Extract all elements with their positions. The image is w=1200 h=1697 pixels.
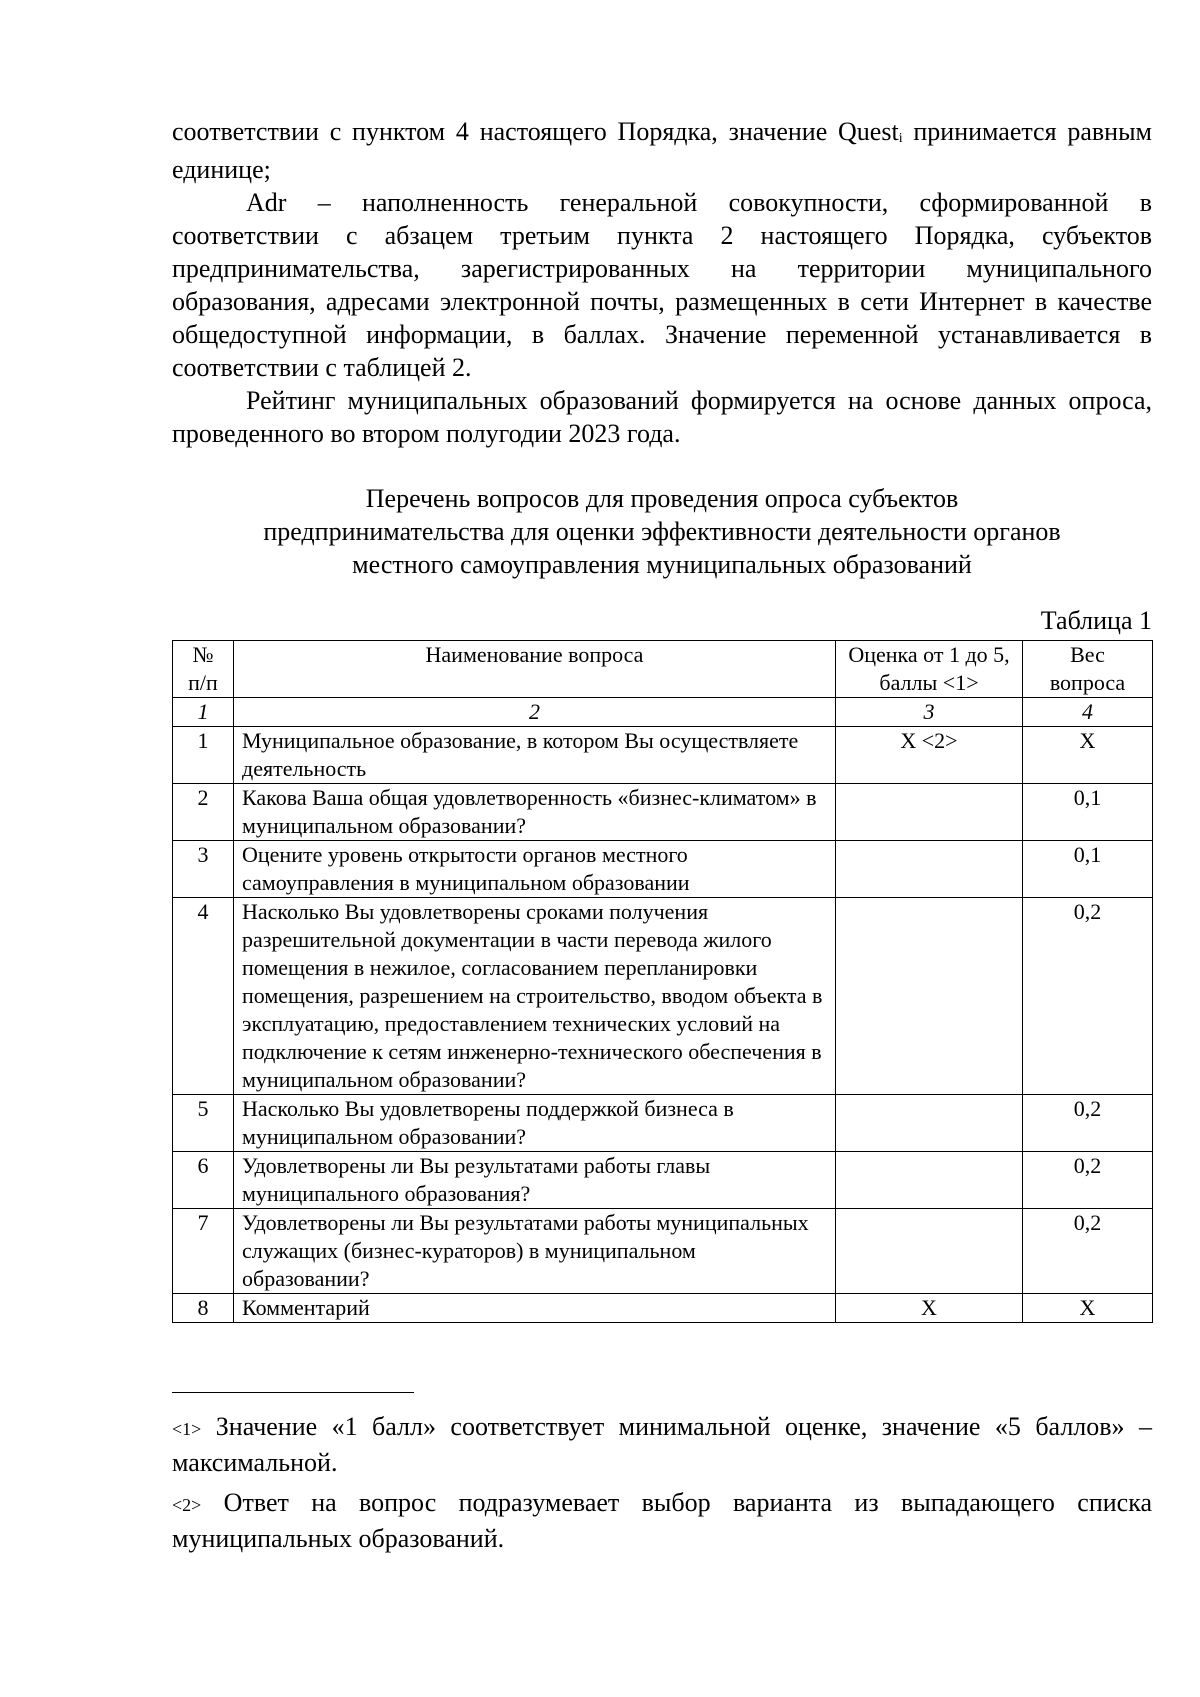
column-index: 3 (836, 698, 1023, 727)
column-index: 2 (234, 698, 836, 727)
title-line-3: местного самоуправления муниципальных образований (352, 550, 972, 579)
row-weight: 0,1 (1023, 841, 1153, 898)
row-number: 4 (173, 898, 234, 1095)
row-score: Х (836, 1294, 1023, 1323)
row-weight: 0,2 (1023, 898, 1153, 1095)
intro-paragraph-3: Рейтинг муниципальных образований формируется на основе данных опроса, проведенного во втором полугодии 2023 года. (172, 386, 1152, 448)
row-question: Оцените уровень открытости органов местного самоуправления в муниципальном образовании (234, 841, 836, 898)
row-number: 6 (173, 1152, 234, 1209)
table-row (173, 1095, 1153, 1152)
row-question: Какова Ваша общая удовлетворенность «бизнес-климатом» в муниципальном образовании? (234, 784, 836, 841)
row-score (836, 898, 1023, 1095)
table-row (173, 727, 1153, 784)
table-row (173, 898, 1153, 1095)
intro-paragraph-1 (172, 115, 1152, 186)
column-index: 1 (173, 698, 234, 727)
table-header-row (173, 641, 1153, 698)
footnote-1-mark: <1> (172, 1419, 202, 1439)
row-number: 7 (173, 1209, 234, 1294)
row-score (836, 784, 1023, 841)
section-title (172, 482, 1152, 581)
table-label: Таблица 1 (1040, 606, 1152, 635)
table-row (173, 1294, 1153, 1323)
column-index-row (173, 698, 1153, 727)
footnote-1-text: Значение «1 балл» соответствует минимальной оценке, значение «5 баллов» – максимальной. (172, 1412, 1152, 1477)
row-weight: Х (1023, 727, 1153, 784)
row-weight: 0,2 (1023, 1095, 1153, 1152)
row-score (836, 1152, 1023, 1209)
row-score: Х <2> (836, 727, 1023, 784)
header-score: Оценка от 1 до 5, баллы <1> (836, 641, 1023, 698)
row-weight: 0,1 (1023, 784, 1153, 841)
intro-p1-part-b: принимается равным единице; (172, 117, 1152, 184)
questions-table (172, 640, 1153, 1323)
footnote-2 (172, 1486, 1152, 1555)
row-question: Насколько Вы удовлетворены сроками получения разрешительной документации в части перевода жилого помещения в нежилое, согласованием перепланировки помещения, разрешением на строительство, вводом объекта в эксплуатацию, предоставлением технических условий на подключение к сетям инженерно-технического обеспечения в муниципальном образовании? (234, 898, 836, 1095)
footnote-2-text: Ответ на вопрос подразумевает выбор варианта из выпадающего списка муниципальных образований. (172, 1488, 1152, 1553)
row-weight: Х (1023, 1294, 1153, 1323)
row-weight: 0,2 (1023, 1152, 1153, 1209)
row-question: Комментарий (234, 1294, 836, 1323)
quest-subscript: i (898, 131, 903, 146)
footnote-2-mark: <2> (172, 1495, 202, 1515)
row-number: 1 (173, 727, 234, 784)
row-score (836, 1095, 1023, 1152)
row-weight: 0,2 (1023, 1209, 1153, 1294)
header-weight: Вес вопроса (1023, 641, 1153, 698)
row-question: Насколько Вы удовлетворены поддержкой бизнеса в муниципальном образовании? (234, 1095, 836, 1152)
intro-text (172, 115, 1152, 450)
row-question: Удовлетворены ли Вы результатами работы муниципальных служащих (бизнес-кураторов) в муниципальном образовании? (234, 1209, 836, 1294)
column-index: 4 (1023, 698, 1153, 727)
footnote-1 (172, 1410, 1152, 1479)
row-number: 5 (173, 1095, 234, 1152)
row-number: 8 (173, 1294, 234, 1323)
table-row (173, 1152, 1153, 1209)
row-score (836, 841, 1023, 898)
table-row (173, 1209, 1153, 1294)
row-number: 3 (173, 841, 234, 898)
footnote-separator (172, 1392, 414, 1393)
header-number: № п/п (173, 641, 234, 698)
row-number: 2 (173, 784, 234, 841)
header-question: Наименование вопроса (234, 641, 836, 698)
title-line-1: Перечень вопросов для проведения опроса субъектов (365, 484, 959, 513)
intro-p1-part-a: соответствии с пунктом 4 настоящего Порядка, значение Quest (172, 117, 899, 146)
intro-paragraph-2: Adr – наполненность генеральной совокупности, сформированной в соответствии с абзацем третьим пункта 2 настоящего Порядка, субъектов предпринимательства, зарегистрированных на территории муниципального образования, адресами электронной почты, размещенных в сети Интернет в качестве общедоступной информации, в баллах. Значение переменной устанавливается в соответствии с таблицей 2. (172, 188, 1152, 382)
row-score (836, 1209, 1023, 1294)
table-row (173, 784, 1153, 841)
table-row (173, 841, 1153, 898)
row-question: Удовлетворены ли Вы результатами работы главы муниципального образования? (234, 1152, 836, 1209)
row-question: Муниципальное образование, в котором Вы осуществляете деятельность (234, 727, 836, 784)
title-line-2: предпринимательства для оценки эффективности деятельности органов (263, 517, 1061, 546)
